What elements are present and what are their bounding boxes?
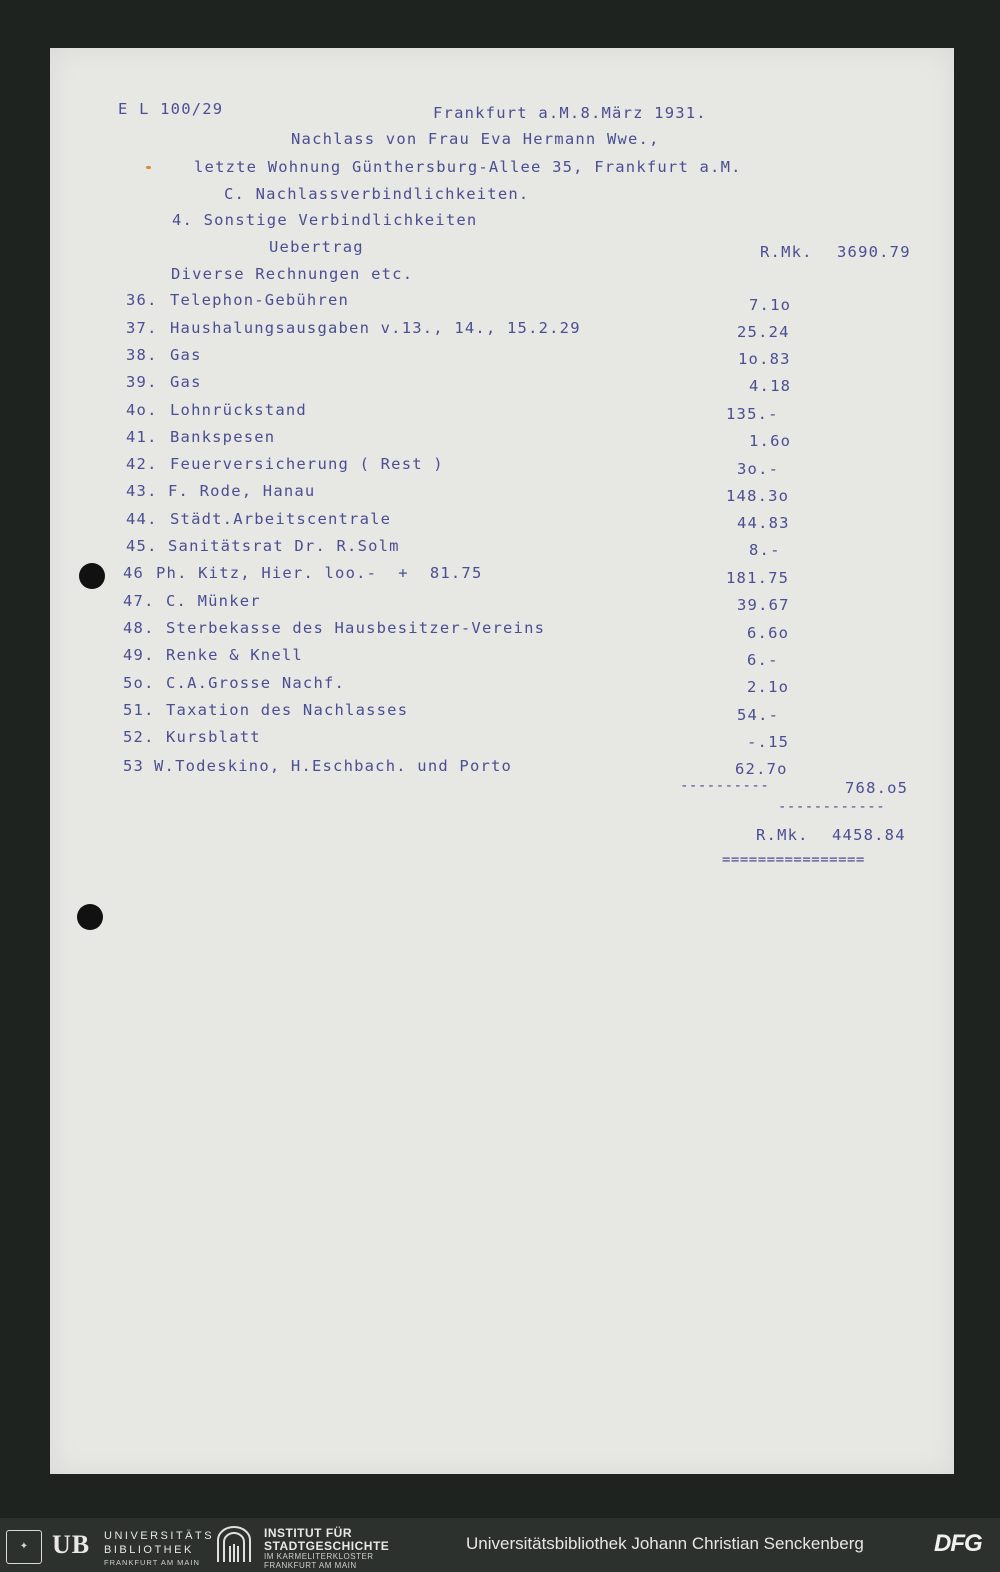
- item-amount: 1o.83: [738, 350, 791, 368]
- subheading-invoices: Diverse Rechnungen etc.: [171, 265, 414, 283]
- item-number: 4o.: [126, 401, 158, 419]
- dfg-logo[interactable]: DFG: [934, 1530, 982, 1557]
- item-text: Taxation des Nachlasses: [166, 701, 409, 719]
- item-amount: 7.1o: [749, 296, 792, 314]
- item-text: W.Todeskino, H.Eschbach. und Porto: [154, 757, 513, 775]
- item-number: 46: [123, 564, 145, 582]
- item-number: 38.: [126, 346, 158, 364]
- document-reference: E L 100/29: [118, 100, 224, 118]
- item-text: Ph. Kitz, Hier. loo.- + 81.75: [156, 564, 483, 582]
- item-text: Lohnrückstand: [170, 401, 307, 419]
- item-text: Gas: [170, 373, 202, 391]
- ub-emblem-icon: ✦: [6, 1530, 42, 1564]
- item-amount: 8.-: [749, 541, 781, 559]
- punch-hole: [79, 563, 105, 589]
- section-title: 4. Sonstige Verbindlichkeiten: [172, 211, 478, 229]
- heading-address: letzte Wohnung Günthersburg-Allee 35, Frankfurt a.M.: [194, 158, 742, 176]
- ub-line2: BIBLIOTHEK: [104, 1544, 194, 1556]
- institute-line1: INSTITUT FÜR: [264, 1526, 352, 1540]
- item-text: C.A.Grosse Nachf.: [166, 674, 346, 692]
- ub-line3: FRANKFURT AM MAIN: [104, 1558, 200, 1567]
- item-number: 47.: [123, 592, 155, 610]
- item-amount: 135.-: [726, 405, 779, 423]
- institute-line2: STADTGESCHICHTE: [264, 1539, 390, 1553]
- subtotal-amount: 768.o5: [845, 779, 909, 797]
- item-amount: 44.83: [737, 514, 790, 532]
- item-amount: 6.6o: [747, 624, 790, 642]
- ub-line1: UNIVERSITÄTS: [104, 1530, 215, 1542]
- institute-line3: IM KARMELITERKLOSTER: [264, 1552, 374, 1561]
- document-page: [50, 48, 954, 1474]
- item-amount: 62.7o: [735, 760, 788, 778]
- item-amount: -.15: [747, 733, 790, 751]
- item-text: Sterbekasse des Hausbesitzer-Vereins: [166, 619, 546, 637]
- item-amount: 148.3o: [726, 487, 790, 505]
- item-number: 53: [123, 757, 145, 775]
- institute-line4: FRANKFURT AM MAIN: [264, 1561, 357, 1570]
- item-amount: 181.75: [726, 569, 790, 587]
- item-amount: 39.67: [737, 596, 790, 614]
- item-number: 36.: [126, 291, 158, 309]
- institute-arch-icon: [214, 1526, 254, 1564]
- library-credit[interactable]: Universitätsbibliothek Johann Christian Senckenberg: [466, 1534, 864, 1553]
- item-text: Haushalungsausgaben v.13., 14., 15.2.29: [170, 319, 581, 337]
- item-number: 48.: [123, 619, 155, 637]
- subtotal-rule: ----------: [680, 778, 770, 794]
- uebertrag-currency: R.Mk.: [760, 243, 813, 261]
- punch-hole: [77, 904, 103, 930]
- total-amount: 4458.84: [832, 826, 906, 844]
- item-text: F. Rode, Hanau: [168, 482, 316, 500]
- item-number: 42.: [126, 455, 158, 473]
- heading-liabilities: C. Nachlassverbindlichkeiten.: [224, 185, 530, 203]
- item-number: 37.: [126, 319, 158, 337]
- item-text: Bankspesen: [170, 428, 276, 446]
- item-text: Feuerversicherung ( Rest ): [170, 455, 444, 473]
- total-rule: ------------: [778, 799, 886, 815]
- item-text: Städt.Arbeitscentrale: [170, 510, 392, 528]
- place-date: Frankfurt a.M.8.März 1931.: [433, 104, 707, 122]
- item-text: Telephon-Gebühren: [170, 291, 350, 309]
- item-number: 39.: [126, 373, 158, 391]
- ub-short: UB: [52, 1530, 91, 1559]
- total-currency: R.Mk.: [756, 826, 809, 844]
- ink-speck: [146, 166, 151, 169]
- item-amount: 25.24: [737, 323, 790, 341]
- item-amount: 1.6o: [749, 432, 792, 450]
- item-text: Kursblatt: [166, 728, 261, 746]
- item-number: 49.: [123, 646, 155, 664]
- item-number: 41.: [126, 428, 158, 446]
- item-amount: 54.-: [737, 706, 780, 724]
- item-number: 52.: [123, 728, 155, 746]
- item-text: Renke & Knell: [166, 646, 303, 664]
- double-rule: ================: [722, 852, 865, 868]
- item-text: Gas: [170, 346, 202, 364]
- item-amount: 2.1o: [747, 678, 790, 696]
- ub-logo[interactable]: [6, 1528, 215, 1567]
- heading-estate: Nachlass von Frau Eva Hermann Wwe.,: [291, 130, 660, 148]
- item-number: 51.: [123, 701, 155, 719]
- item-amount: 4.18: [749, 377, 792, 395]
- item-amount: 3o.-: [737, 460, 780, 478]
- item-text: Sanitätsrat Dr. R.Solm: [168, 537, 400, 555]
- item-number: 45.: [126, 537, 158, 555]
- item-number: 43.: [126, 482, 158, 500]
- uebertrag-label: Uebertrag: [269, 238, 364, 256]
- item-number: 5o.: [123, 674, 155, 692]
- item-text: C. Münker: [166, 592, 261, 610]
- footer-bar: [0, 1518, 1000, 1572]
- item-amount: 6.-: [747, 651, 779, 669]
- uebertrag-amount: 3690.79: [837, 243, 911, 261]
- item-number: 44.: [126, 510, 158, 528]
